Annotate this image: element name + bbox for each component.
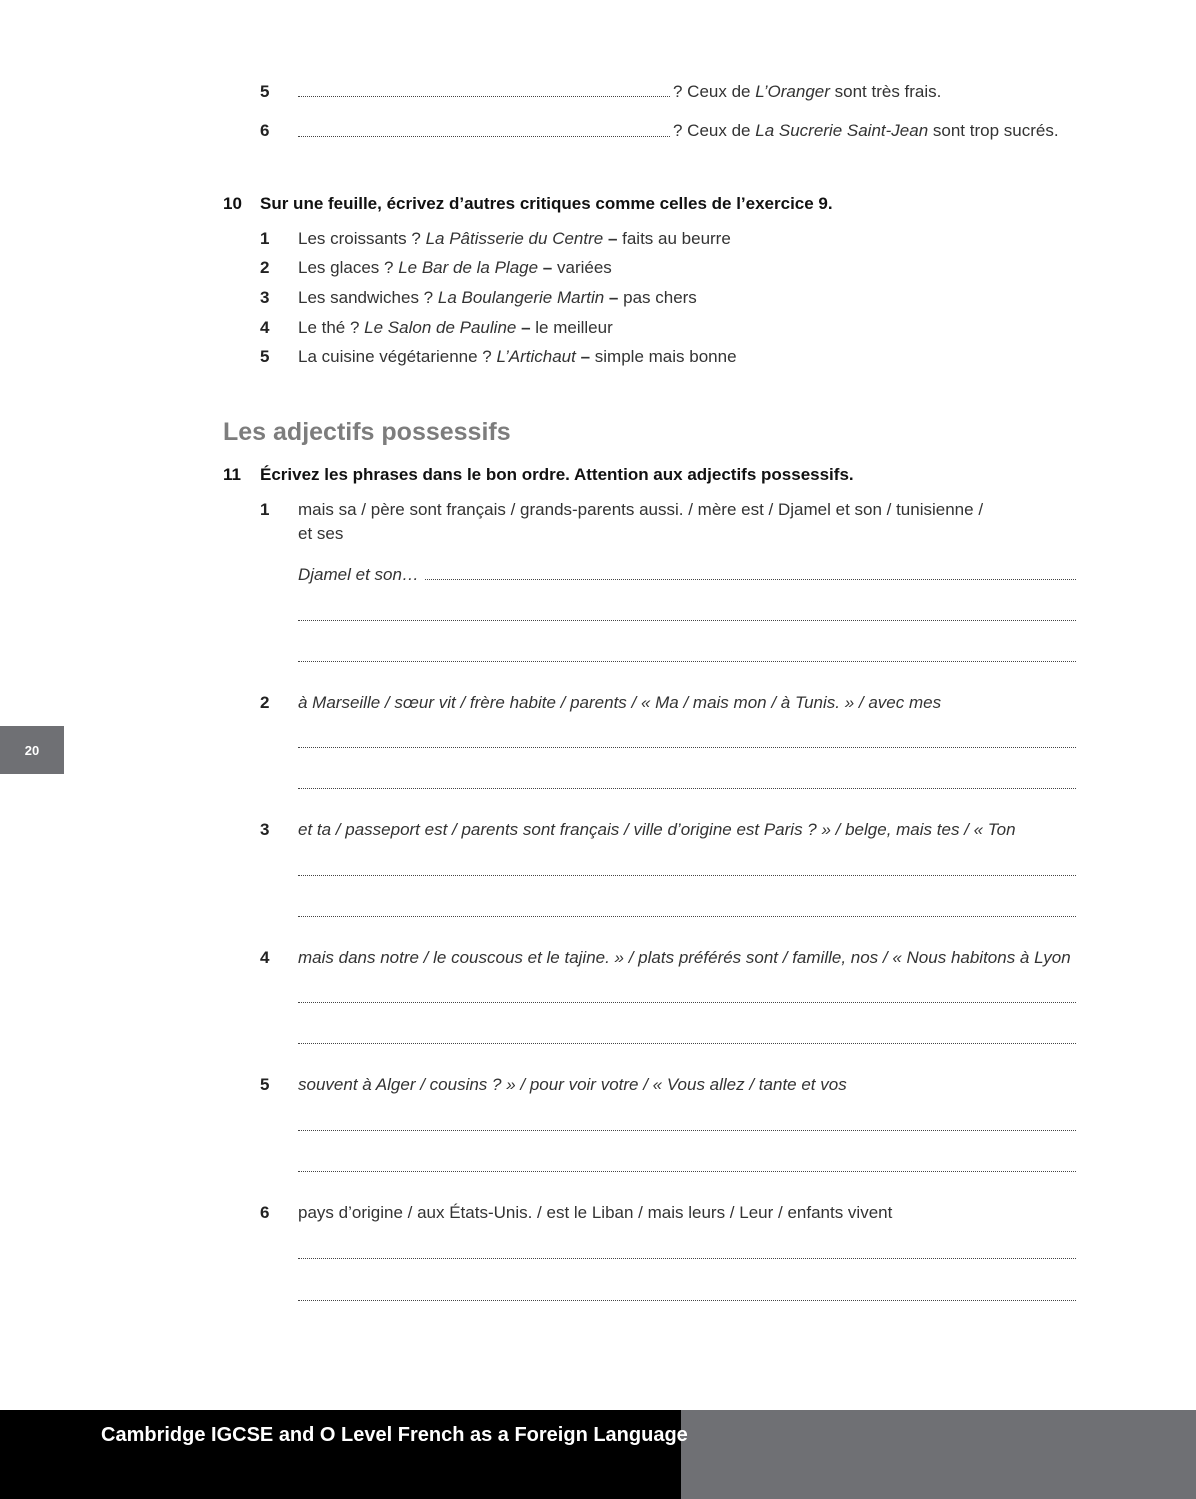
answer-line[interactable] (298, 788, 1076, 789)
exercise-instruction: Sur une feuille, écrivez d’autres critiques comme celles de l’exercice 9. (260, 194, 833, 213)
item-text: Les sandwiches ? La Boulangerie Martin – pas chers (298, 288, 697, 307)
answer-line[interactable] (298, 96, 670, 97)
answer-line[interactable] (298, 1002, 1076, 1003)
item-number: 6 (260, 121, 270, 140)
item-number: 2 (260, 258, 270, 277)
exercise-number: 11 (223, 465, 241, 484)
item-prompt: à Marseille / sœur vit / frère habite / parents / « Ma / mais mon / à Tunis. » / avec mes (298, 693, 942, 712)
item-number: 2 (260, 693, 270, 712)
answer-line[interactable] (298, 620, 1076, 621)
item-number: 3 (260, 288, 270, 307)
item-number: 4 (260, 318, 270, 337)
section-heading: Les adjectifs possessifs (223, 418, 511, 446)
answer-line[interactable] (298, 661, 1076, 662)
item-prompt: mais sa / père sont français / grands-parents aussi. / mère est / Djamel et son / tunisienne / (298, 500, 984, 519)
answer-line[interactable] (298, 916, 1076, 917)
item-number: 5 (260, 347, 270, 366)
item-number: 1 (260, 500, 270, 519)
item-prompt: souvent à Alger / cousins ? » / pour voir votre / « Vous allez / tante et vos (298, 1075, 847, 1094)
page-number-tab (0, 726, 64, 774)
answer-line[interactable] (298, 747, 1076, 748)
answer-line[interactable] (298, 875, 1076, 876)
item-prompt: pays d’origine / aux États-Unis. / est le Liban / mais leurs / Leur / enfants vivent (298, 1203, 893, 1222)
answer-starter: Djamel et son… (298, 565, 419, 584)
footer-title: Cambridge IGCSE and O Level French as a Foreign Language (101, 1424, 688, 1446)
answer-line[interactable] (298, 1043, 1076, 1044)
page-number: 20 (24, 742, 40, 758)
item-prompt: et ta / passeport est / parents sont français / ville d’origine est Paris ? » / belge, mais tes / « Ton (298, 820, 1016, 839)
item-text: Les croissants ? La Pâtisserie du Centre – faits au beurre (298, 229, 731, 248)
exercise-number: 10 (223, 194, 242, 213)
item-number: 5 (260, 82, 270, 101)
exercise-instruction: Écrivez les phrases dans le bon ordre. Attention aux adjectifs possessifs. (260, 465, 854, 484)
item-text: La cuisine végétarienne ? L’Artichaut – simple mais bonne (298, 347, 737, 366)
item-number: 1 (260, 229, 270, 248)
item-number: 4 (260, 948, 270, 967)
item-number: 3 (260, 820, 270, 839)
answer-line[interactable] (298, 136, 670, 137)
answer-line[interactable] (298, 1300, 1076, 1301)
item-text: Les glaces ? Le Bar de la Plage – variées (298, 258, 612, 277)
item-number: 5 (260, 1075, 270, 1094)
item-text: ? Ceux de La Sucrerie Saint-Jean sont trop sucrés. (673, 121, 1059, 140)
answer-line[interactable] (298, 1130, 1076, 1131)
item-prompt-continued: et ses (298, 524, 344, 543)
item-text: Le thé ? Le Salon de Pauline – le meilleur (298, 318, 613, 337)
item-text: ? Ceux de L’Oranger sont très frais. (673, 82, 942, 101)
footer-bar-right (681, 1410, 1196, 1499)
answer-line[interactable] (298, 1171, 1076, 1172)
item-prompt: mais dans notre / le couscous et le tajine. » / plats préférés sont / famille, nos / « Nous habitons à Lyon (298, 948, 1071, 967)
item-number: 6 (260, 1203, 270, 1222)
answer-line[interactable] (298, 1258, 1076, 1259)
answer-line[interactable] (425, 579, 1076, 580)
